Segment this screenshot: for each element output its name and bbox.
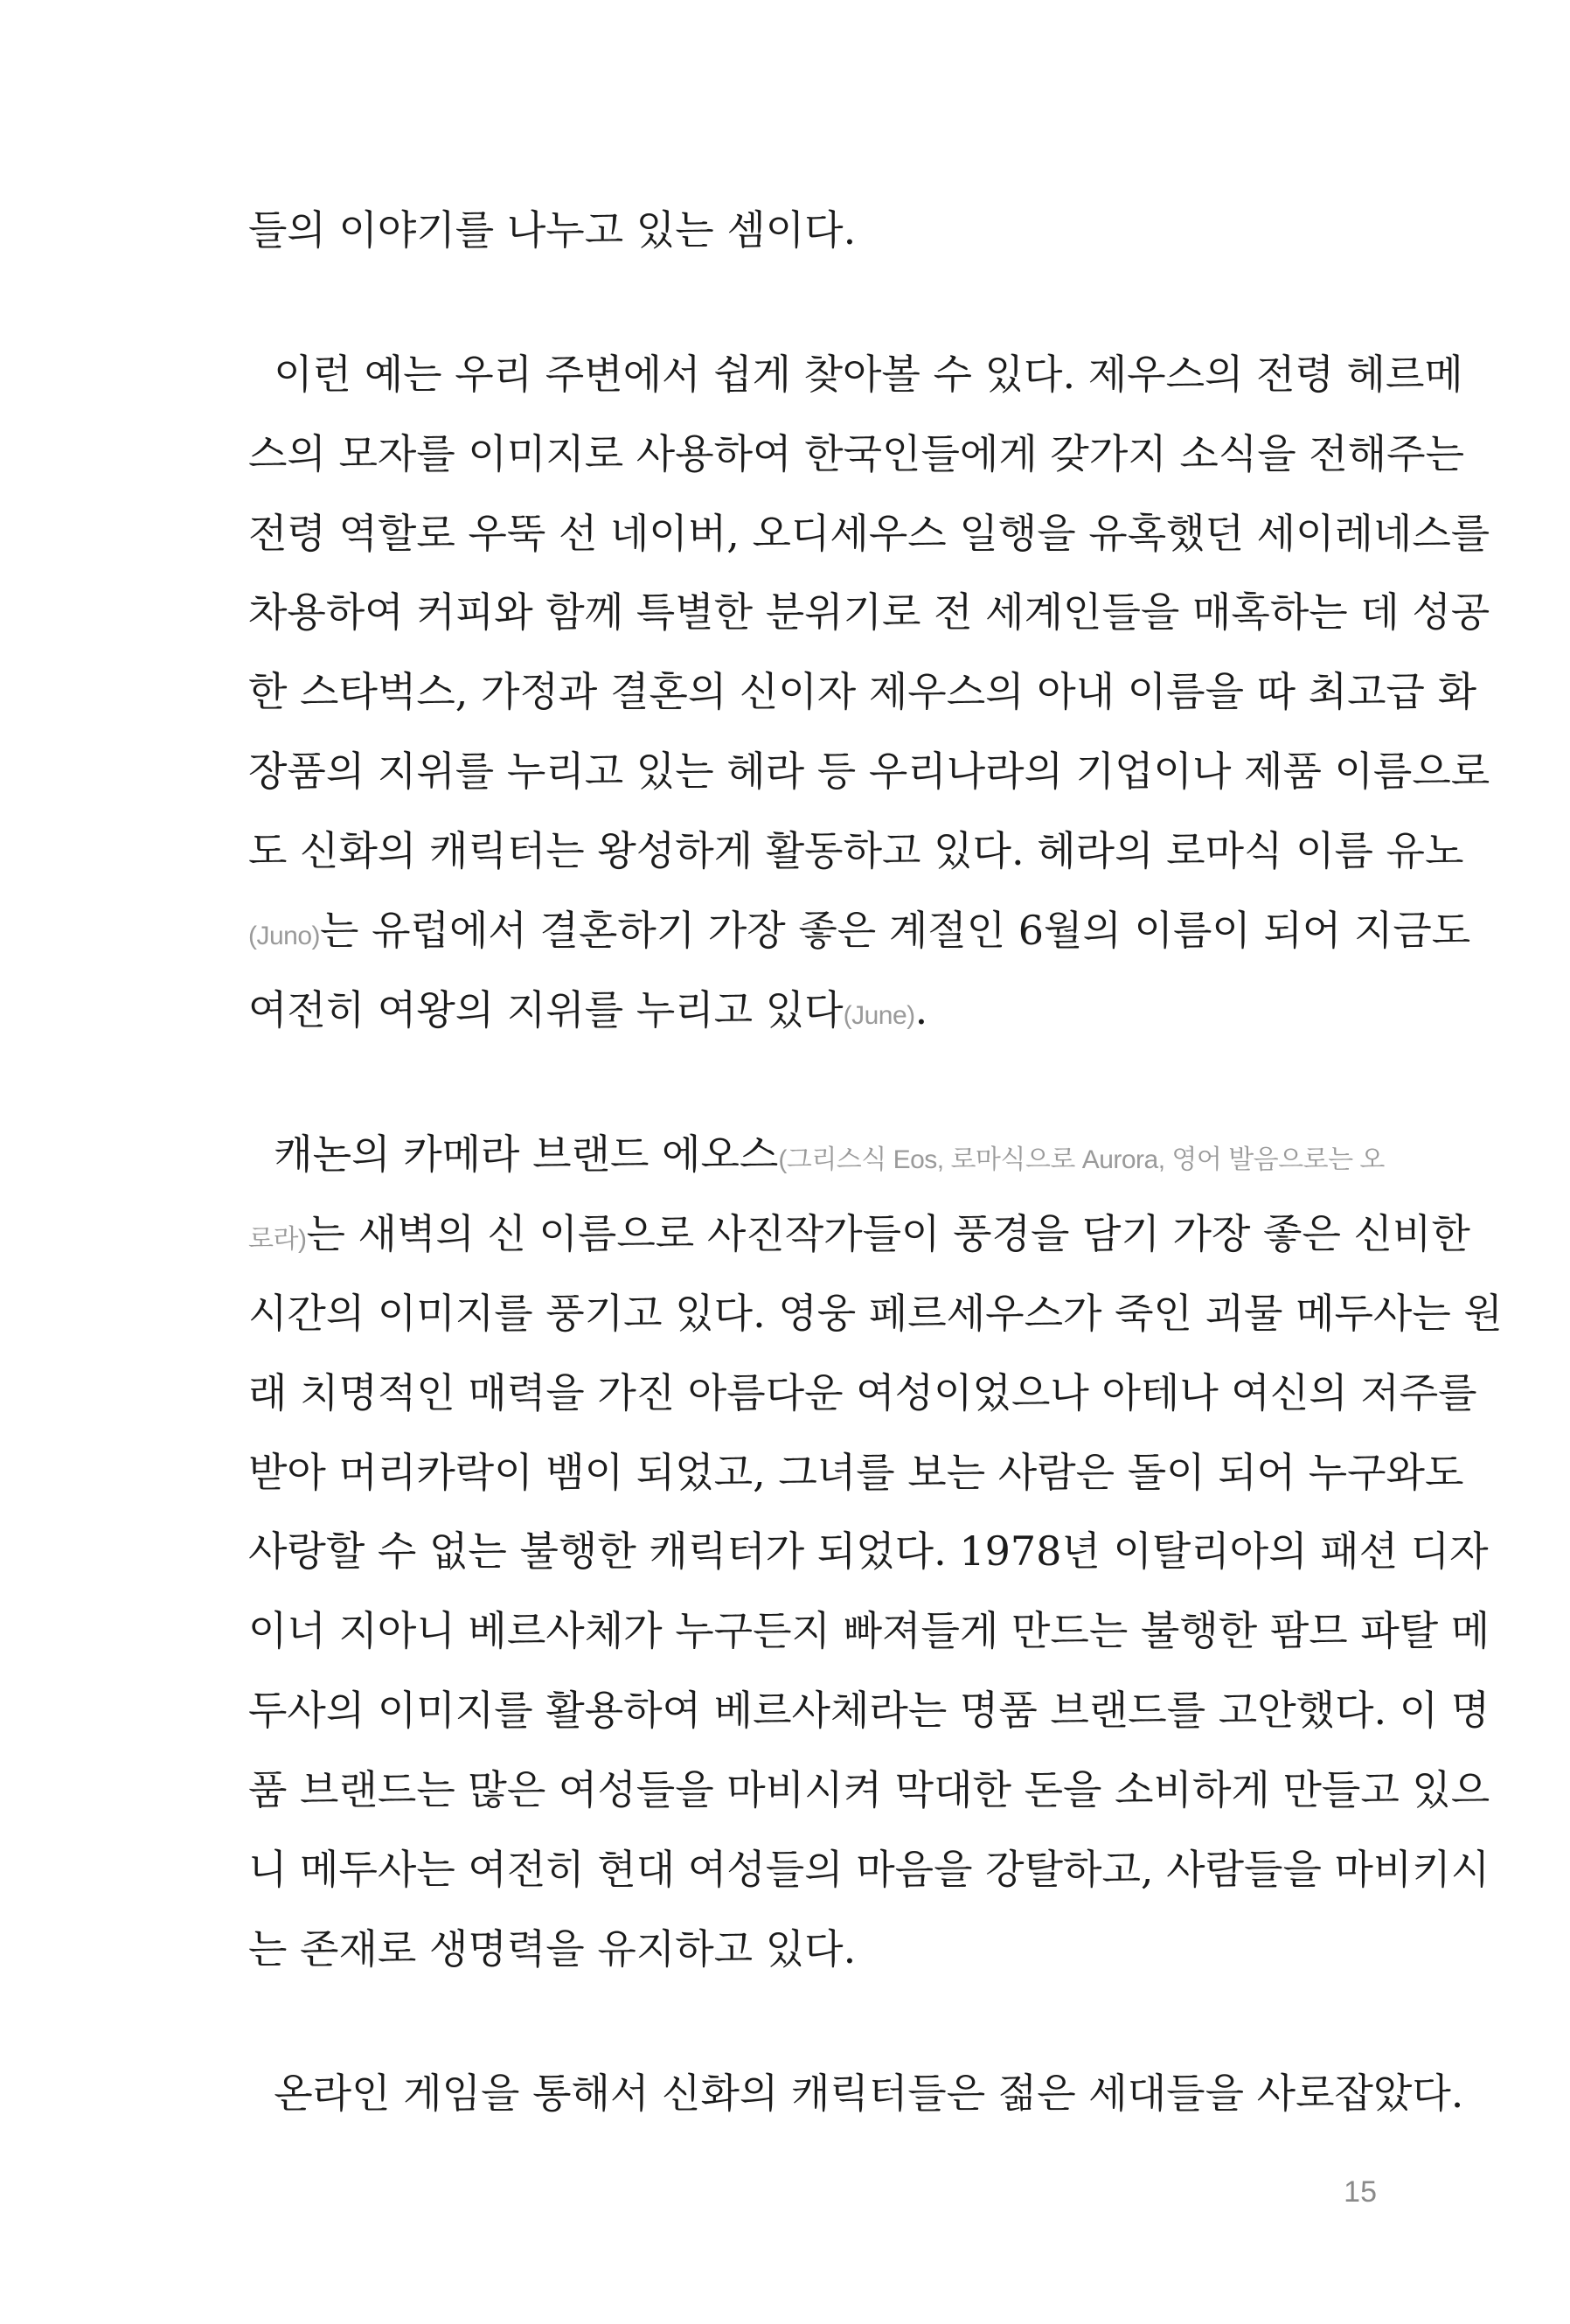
page-number: 15 <box>1344 2175 1377 2209</box>
annotation: 로라) <box>248 1225 307 1254</box>
text-line <box>248 900 1471 961</box>
text-line: 래 치명적인 매력을 가진 아름다운 여성이었으나 아테나 여신의 저주를 <box>248 1369 1477 1416</box>
text-line: 전령 역할로 우뚝 선 네이버, 오디세우스 일행을 유혹했던 세이레네스를 <box>248 510 1490 557</box>
text-line: 받아 머리카락이 뱀이 되었고, 그녀를 보는 사람은 돌이 되어 누구와도 <box>248 1449 1464 1496</box>
text-line: 장품의 지위를 누리고 있는 헤라 등 우리나라의 기업이나 제품 이름으로 <box>248 748 1490 795</box>
text-line: 시간의 이미지를 풍기고 있다. 영웅 페르세우스가 죽인 괴물 메두사는 원 <box>248 1290 1503 1337</box>
text-line: 이런 예는 우리 주변에서 쉽게 찾아볼 수 있다. 제우스의 전령 헤르메 <box>248 351 1463 398</box>
text-span: . <box>914 986 928 1033</box>
annotation: (그리스식 Eos, 로마식으로 Aurora, 영어 발음으로는 오 <box>778 1145 1385 1174</box>
text-span: 는 유럽에서 결혼하기 가장 좋은 계절인 6월의 이름이 되어 지금도 <box>320 907 1471 954</box>
text-span: 는 새벽의 신 이름으로 사진작가들이 풍경을 담기 가장 좋은 신비한 <box>306 1210 1470 1257</box>
text-line: 스의 모자를 이미지로 사용하여 한국인들에게 갖가지 소식을 전해주는 <box>248 430 1464 477</box>
text-line: 는 존재로 생명력을 유지하고 있다. <box>248 1925 857 1973</box>
text-line: 도 신화의 캐릭터는 왕성하게 활동하고 있다. 헤라의 로마식 이름 유노 <box>248 827 1464 874</box>
text-line: 들의 이야기를 나누고 있는 셈이다. <box>248 206 857 254</box>
text-line: 차용하여 커피와 함께 특별한 분위기로 전 세계인들을 매혹하는 데 성공 <box>248 588 1490 636</box>
annotation: (June) <box>843 1001 915 1030</box>
text-line: 온라인 게임을 통해서 신화의 캐릭터들은 젊은 세대들을 사로잡았다. <box>248 2070 1464 2117</box>
text-line: 품 브랜드는 많은 여성들을 마비시켜 막대한 돈을 소비하게 만들고 있으 <box>248 1766 1490 1813</box>
text-line: 한 스타벅스, 가정과 결혼의 신이자 제우스의 아내 이름을 따 최고급 화 <box>248 668 1477 715</box>
text-span: 여전히 여왕의 지위를 누리고 있다 <box>248 986 844 1033</box>
text-line: 니 메두사는 여전히 현대 여성들의 마음을 강탈하고, 사람들을 마비키시 <box>248 1846 1490 1893</box>
annotation: (Juno) <box>248 922 321 950</box>
text-line <box>248 1203 1470 1264</box>
text-span: 캐논의 카메라 브랜드 에오스 <box>248 1131 779 1178</box>
text-line: 두사의 이미지를 활용하여 베르사체라는 명품 브랜드를 고안했다. 이 명 <box>248 1687 1490 1734</box>
text-line <box>248 1124 1385 1185</box>
text-line: 이너 지아니 베르사체가 누구든지 빠져들게 만드는 불행한 팜므 파탈 메 <box>248 1607 1490 1654</box>
text-line <box>248 979 1372 1040</box>
text-line: 사랑할 수 없는 불행한 캐릭터가 되었다. 1978년 이탈리아의 패션 디자 <box>248 1527 1489 1575</box>
